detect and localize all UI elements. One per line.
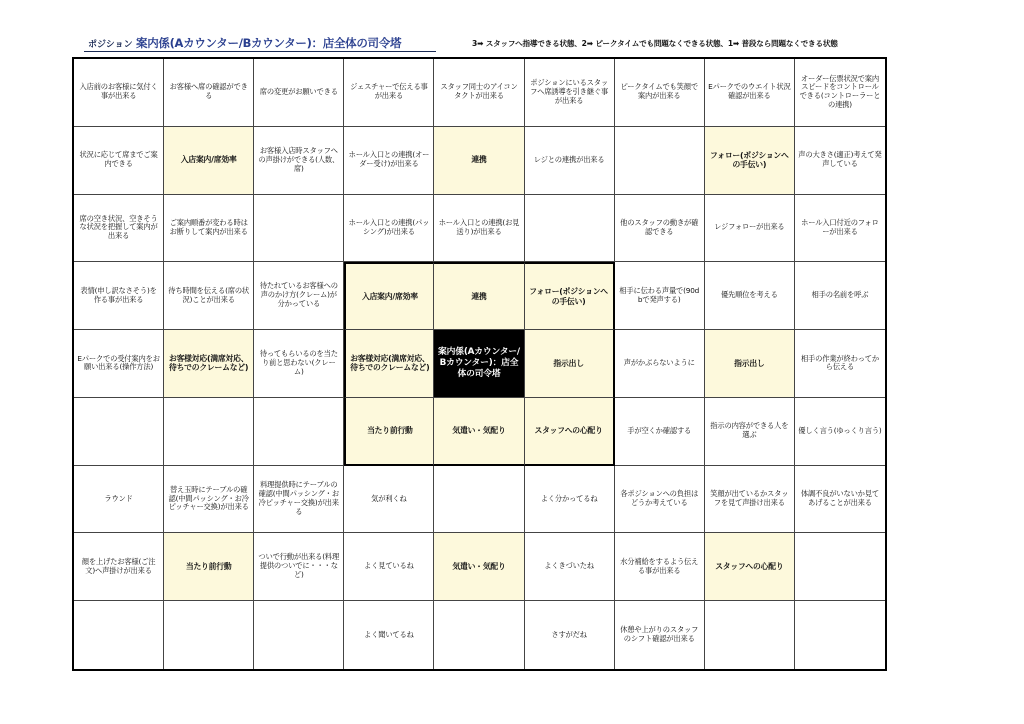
grid-cell-r5-c1: Eパークでの受付案内をお願い出来る(操作方法) bbox=[74, 330, 164, 398]
grid-cell-r9-c3 bbox=[254, 601, 344, 669]
grid-cell-r6-c6: スタッフへの心配り bbox=[525, 398, 615, 466]
grid-cell-r1-c5: スタッフ同士のアイコンタクトが出来る bbox=[434, 59, 524, 127]
grid-cell-r8-c5: 気遣い・気配り bbox=[434, 533, 524, 601]
title-underline bbox=[84, 51, 436, 52]
grid-cell-r6-c5: 気遣い・気配り bbox=[434, 398, 524, 466]
grid-cell-r4-c1: 表情(申し訳なさそう)を作る事が出来る bbox=[74, 262, 164, 330]
grid-cell-r4-c3: 待たれているお客様への声のかけ方(クレーム)が分かっている bbox=[254, 262, 344, 330]
grid-cell-r4-c7: 相手に伝わる声量で(90dbで発声する) bbox=[615, 262, 705, 330]
grid-cell-r3-c3 bbox=[254, 195, 344, 263]
grid-cell-r2-c3: お客様入店時スタッフへの声掛けができる(人数、席) bbox=[254, 127, 344, 195]
grid-cell-r7-c2: 替え玉時にテーブルの確認(中間パッシング・お冷ピッチャー交換)が出来る bbox=[164, 466, 254, 534]
grid-cell-r5-c9: 相手の作業が終わってから伝える bbox=[795, 330, 885, 398]
grid-cell-r1-c4: ジェスチャーで伝える事が出来る bbox=[344, 59, 434, 127]
grid-cell-r9-c1 bbox=[74, 601, 164, 669]
grid-cell-r3-c8: レジフォローが出来る bbox=[705, 195, 795, 263]
grid-cell-r1-c3: 席の変更がお願いできる bbox=[254, 59, 344, 127]
grid-cell-r9-c6: さすがだね bbox=[525, 601, 615, 669]
grid-cell-r6-c7: 手が空くか確認する bbox=[615, 398, 705, 466]
grid-cell-r5-c8: 指示出し bbox=[705, 330, 795, 398]
position-title: 案内係(Aカウンター/Bカウンター)：店全体の司令塔 bbox=[136, 36, 402, 50]
grid-cell-r3-c1: 席の空き状況、空きそうな状況を把握して案内が出来る bbox=[74, 195, 164, 263]
grid-cell-r4-c5: 連携 bbox=[434, 262, 524, 330]
grid-cell-r6-c3 bbox=[254, 398, 344, 466]
grid-cell-r2-c1: 状況に応じて席までご案内できる bbox=[74, 127, 164, 195]
grid-cell-r2-c8: フォロー(ポジションへの手伝い) bbox=[705, 127, 795, 195]
grid-cell-r7-c3: 料理提供時にテーブルの確認(中間パッシング・お冷ピッチャー交換)が出来る bbox=[254, 466, 344, 534]
grid-cell-r1-c8: Eパークでのウエイト状況確認が出来る bbox=[705, 59, 795, 127]
page-header bbox=[84, 34, 944, 54]
grid-cell-r8-c2: 当たり前行動 bbox=[164, 533, 254, 601]
grid-cell-r2-c9: 声の大きさ(適正)考えて発声している bbox=[795, 127, 885, 195]
grid-cell-r4-c6: フォロー(ポジションへの手伝い) bbox=[525, 262, 615, 330]
center-theme-cell: 案内係(Aカウンター/Bカウンター)：店全体の司令塔 bbox=[434, 330, 524, 398]
grid-cell-r5-c6: 指示出し bbox=[525, 330, 615, 398]
grid-cell-r2-c7 bbox=[615, 127, 705, 195]
grid-cell-r2-c4: ホール入口との連携(オーダー受け)が出来る bbox=[344, 127, 434, 195]
position-label: ポジション bbox=[88, 40, 133, 50]
grid-cell-r3-c4: ホール入口との連携(パッシング)が出来る bbox=[344, 195, 434, 263]
grid-cell-r8-c4: よく見ているね bbox=[344, 533, 434, 601]
grid-cell-r9-c8 bbox=[705, 601, 795, 669]
grid-cell-r4-c8: 優先順位を考える bbox=[705, 262, 795, 330]
skill-level-legend: 3➡ スタッフへ指導できる状態、2➡ ピークタイムでも問題なくできる状態、1➡ 普段なら問題なくできる状態 bbox=[472, 39, 838, 48]
grid-cell-r8-c6: よくきづいたね bbox=[525, 533, 615, 601]
grid-cell-r4-c9: 相手の名前を呼ぶ bbox=[795, 262, 885, 330]
grid-cell-r3-c5: ホール入口との連携(お見送り)が出来る bbox=[434, 195, 524, 263]
grid-cell-r9-c7: 休憩や上がりのスタッフのシフト確認が出来る bbox=[615, 601, 705, 669]
grid-cell-r3-c2: ご案内順番が変わる時はお断りして案内が出来る bbox=[164, 195, 254, 263]
grid-cell-r6-c8: 指示の内容ができる人を選ぶ bbox=[705, 398, 795, 466]
grid-cell-r8-c8: スタッフへの心配り bbox=[705, 533, 795, 601]
grid-cell-r6-c1 bbox=[74, 398, 164, 466]
grid-cell-r9-c9 bbox=[795, 601, 885, 669]
grid-cell-r9-c2 bbox=[164, 601, 254, 669]
grid-cell-r4-c4: 入店案内/席効率 bbox=[344, 262, 434, 330]
grid-cell-r5-c7: 声がかぶらないように bbox=[615, 330, 705, 398]
grid-cell-r1-c9: オーダー伝票状況で案内スピードをコントロールできる(コントローラーとの連携) bbox=[795, 59, 885, 127]
grid-cell-r7-c9: 体調不良がいないか見てあげることが出来る bbox=[795, 466, 885, 534]
grid-cell-r6-c9: 優しく言う(ゆっくり言う) bbox=[795, 398, 885, 466]
grid-cell-r3-c7: 他のスタッフの動きが確認できる bbox=[615, 195, 705, 263]
grid-cell-r9-c5 bbox=[434, 601, 524, 669]
grid-cell-r2-c6: レジとの連携が出来る bbox=[525, 127, 615, 195]
grid-cell-r7-c8: 笑顔が出ているかスタッフを見て声掛け出来る bbox=[705, 466, 795, 534]
grid-cell-r5-c4: お客様対応(満席対応、待ちでのクレームなど) bbox=[344, 330, 434, 398]
grid-cell-r6-c4: 当たり前行動 bbox=[344, 398, 434, 466]
grid-cell-r7-c4: 気が利くね bbox=[344, 466, 434, 534]
grid-cell-r1-c7: ピークタイムでも笑顔で案内が出来る bbox=[615, 59, 705, 127]
mandala-chart-grid bbox=[72, 57, 887, 671]
grid-cell-r5-c2: お客様対応(満席対応、待ちでのクレームなど) bbox=[164, 330, 254, 398]
grid-cell-r5-c3: 待ってもらいるのを当たり前と思わない(クレーム) bbox=[254, 330, 344, 398]
grid-cell-r7-c1: ラウンド bbox=[74, 466, 164, 534]
grid-cell-r7-c5 bbox=[434, 466, 524, 534]
grid-cell-r4-c2: 待ち時間を伝える(席の状況)ことが出来る bbox=[164, 262, 254, 330]
grid-cell-r8-c3: ついで行動が出来る(料理提供のついでに・・・など) bbox=[254, 533, 344, 601]
grid-cell-r3-c9: ホール入口付近のフォローが出来る bbox=[795, 195, 885, 263]
grid-cell-r6-c2 bbox=[164, 398, 254, 466]
grid-cell-r8-c7: 水分補給をするよう伝える事が出来る bbox=[615, 533, 705, 601]
grid-cell-r8-c9 bbox=[795, 533, 885, 601]
grid-cell-r9-c4: よく聞いてるね bbox=[344, 601, 434, 669]
grid-cell-r7-c7: 各ポジションへの負担はどうか考えている bbox=[615, 466, 705, 534]
grid-cell-r1-c2: お客様へ席の確認ができる bbox=[164, 59, 254, 127]
grid-cell-r2-c2: 入店案内/席効率 bbox=[164, 127, 254, 195]
grid-cell-r7-c6: よく分かってるね bbox=[525, 466, 615, 534]
grid-cell-r1-c6: ポジションにいるスタッフへ席誘導を引き継ぐ事が出来る bbox=[525, 59, 615, 127]
grid-cell-r1-c1: 入店前のお客様に気付く事が出来る bbox=[74, 59, 164, 127]
grid-cell-r8-c1: 顔を上げたお客様(ご注文)へ声掛けが出来る bbox=[74, 533, 164, 601]
grid-cell-r2-c5: 連携 bbox=[434, 127, 524, 195]
grid-cell-r3-c6 bbox=[525, 195, 615, 263]
